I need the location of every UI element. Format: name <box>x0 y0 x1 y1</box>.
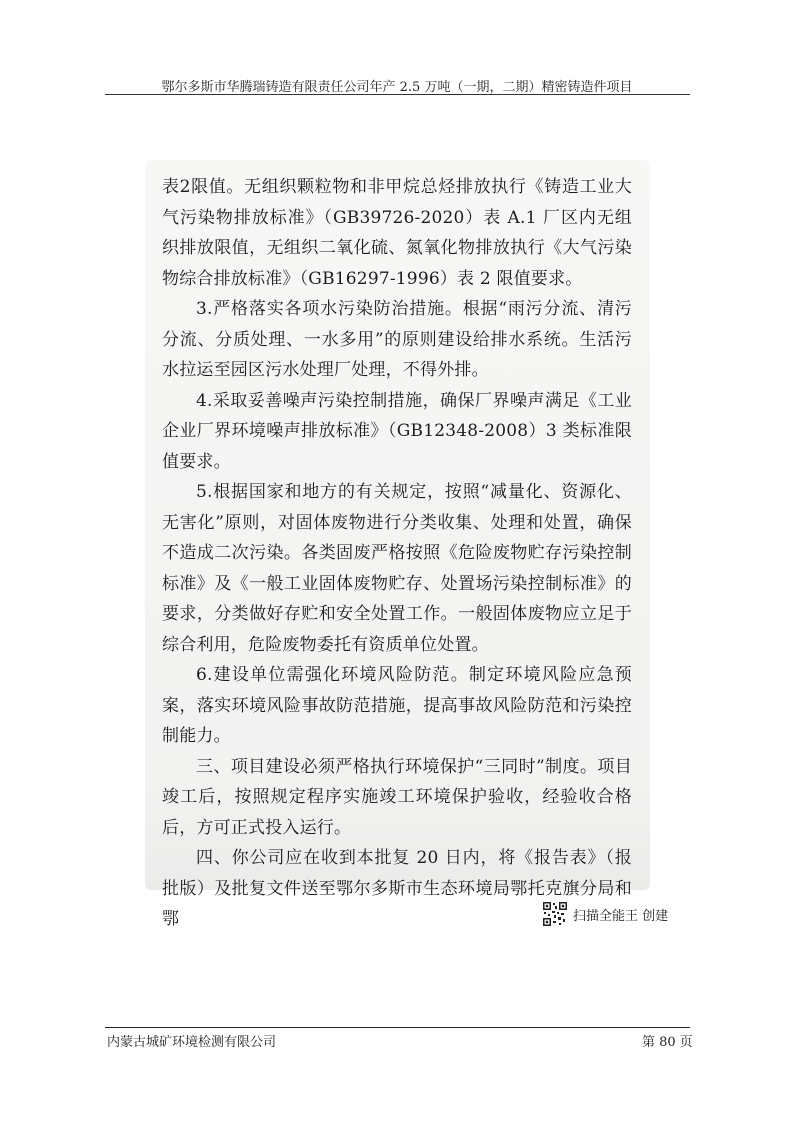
paragraph-three-simultaneous: 三、项目建设必须严格执行环境保护“三同时”制度。项目竣工后，按照规定程序实施竣工环境保护验收，经验收合格后，方可正式投入运行。 <box>162 756 632 838</box>
paragraph-report-submission: 四、你公司应在收到本批复 20 日内，将《报告表》（报批版）及批复文件送至鄂尔多斯市生态环境局鄂托克旗分局和鄂 <box>162 848 632 929</box>
page-number: 第 80 页 <box>642 1035 693 1050</box>
qr-code-icon <box>542 901 568 927</box>
watermark-label: 扫描全能王 创建 <box>573 908 669 924</box>
paragraph-noise-control: 4.采取妥善噪声污染控制措施，确保厂界噪声满足《工业企业厂界环境噪声排放标准》（GB12348-2008）3 类标准限值要求。 <box>162 390 632 472</box>
running-header: 鄂尔多斯市华腾瑞铸造有限责任公司年产 2.5 万吨（一期，二期）精密铸造件项目 <box>161 80 633 95</box>
paragraph-water-pollution: 3.严格落实各项水污染防治措施。根据“雨污分流、清污分流、分质处理、一水多用”的原则建设给排水系统。生活污水拉运至园区污水处理厂处理，不得外排。 <box>162 299 632 380</box>
paragraph-solid-waste: 5.根据国家和地方的有关规定，按照“减量化、资源化、无害化”原则，对固体废物进行分类收集、处理和处置，确保不造成二次污染。各类固废严格按照《危险废物贮存污染控制标准》及《一般工业固体废物贮存、处置场污染控制标准》的要求，分类做好存贮和安全处置工作。一般固体废物应立足于综合利用，危险废物委托有资质单位处置。 <box>162 482 632 655</box>
paragraph-air-standards: 表2限值。无组织颗粒物和非甲烷总烃排放执行《铸造工业大气污染物排放标准》（GB39726-2020）表 A.1 厂区内无组织排放限值，无组织二氧化硫、氮氧化物排放执行《大气污染物综合排放标准》（GB16297-1996）表 2 限值要求。 <box>162 177 632 289</box>
document-body <box>162 172 632 935</box>
footer-divider <box>105 1027 690 1028</box>
footer-company: 内蒙古城矿环境检测有限公司 <box>107 1035 277 1050</box>
header-divider <box>105 94 690 95</box>
paragraph-environmental-risk: 6.建设单位需强化环境风险防范。制定环境风险应急预案，落实环境风险事故防范措施，提高事故风险防范和污染控制能力。 <box>162 665 632 746</box>
scanner-watermark <box>542 900 668 928</box>
